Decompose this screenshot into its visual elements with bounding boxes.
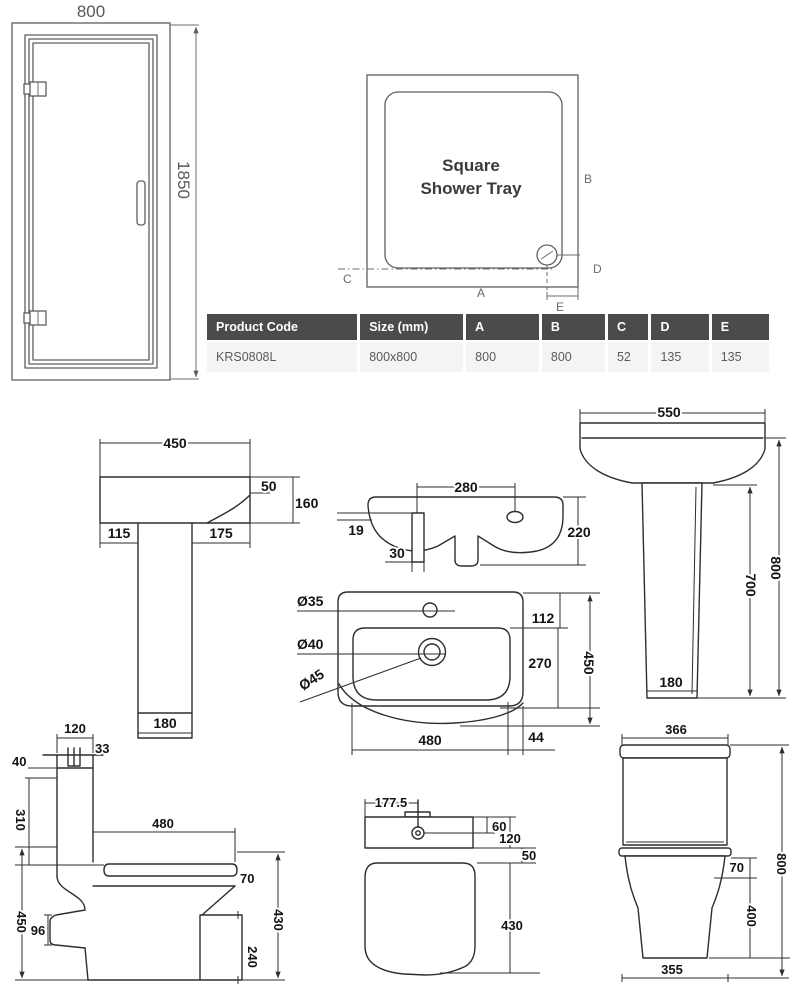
toilet-side-figure xyxy=(12,721,286,984)
cell-product-code: KRS0808L xyxy=(207,342,357,372)
col-d: D xyxy=(651,314,708,340)
dim-label: 180 xyxy=(659,674,683,690)
dim-label: 175 xyxy=(209,525,233,541)
dim-label: 120 xyxy=(499,831,521,846)
dim-label: 44 xyxy=(528,729,544,745)
dim-label: 19 xyxy=(348,522,364,538)
dim-label: 270 xyxy=(528,655,552,671)
dim-label: 70 xyxy=(240,871,255,886)
dim-label: 366 xyxy=(665,722,687,737)
dim-label: 480 xyxy=(418,732,442,748)
cell-c: 52 xyxy=(608,342,649,372)
dim-label: 355 xyxy=(661,962,683,977)
dim-label: 550 xyxy=(657,404,681,420)
tray-title: Square xyxy=(442,156,500,175)
shower-door-figure xyxy=(12,2,199,380)
tray-label-a: A xyxy=(477,286,486,300)
dim-label: 115 xyxy=(107,525,131,541)
dim-label: 430 xyxy=(271,909,286,931)
dim-label: Ø40 xyxy=(297,636,324,652)
tray-title: Shower Tray xyxy=(420,179,522,198)
door-handle xyxy=(137,181,145,225)
dim-label: 180 xyxy=(153,715,177,731)
dim-label: 800 xyxy=(76,2,106,21)
col-b: B xyxy=(542,314,605,340)
dim-label: Ø45 xyxy=(295,665,327,694)
tray-label-e: E xyxy=(556,300,565,314)
half-pedestal-figure xyxy=(365,795,540,975)
cistern-lid xyxy=(620,745,730,758)
dim-label: 240 xyxy=(245,946,260,968)
col-e: E xyxy=(712,314,769,340)
dim-label: 40 xyxy=(12,754,27,769)
shower-tray-figure xyxy=(338,75,602,314)
dim-label: 30 xyxy=(389,545,405,561)
cell-a: 800 xyxy=(466,342,539,372)
table-header-row xyxy=(207,314,769,340)
dim-label: 96 xyxy=(30,923,46,938)
tray-label-c: C xyxy=(343,272,352,286)
cell-b: 800 xyxy=(542,342,605,372)
col-size: Size (mm) xyxy=(360,314,463,340)
dim-label: 450 xyxy=(163,435,187,451)
col-product-code: Product Code xyxy=(207,314,357,340)
cell-size: 800x800 xyxy=(360,342,463,372)
dim-label: 450 xyxy=(581,651,597,675)
dim-label: 430 xyxy=(501,918,523,933)
dim-label: 50 xyxy=(521,848,537,863)
dim-label: 800 xyxy=(768,556,784,580)
basin-side-figure xyxy=(100,435,319,738)
col-a: A xyxy=(466,314,539,340)
dim-label: 70 xyxy=(729,860,744,875)
dim-label: 112 xyxy=(531,610,555,626)
cell-d: 135 xyxy=(651,342,708,372)
tray-label-b: B xyxy=(584,172,593,186)
basin-back-figure xyxy=(337,479,591,572)
dim-label: 50 xyxy=(261,478,277,494)
door-hinge-top xyxy=(24,82,46,96)
toilet-seat xyxy=(619,848,731,856)
dim-label: 220 xyxy=(567,524,591,540)
door-hinge-bottom xyxy=(24,311,46,325)
dim-label: 177.5 xyxy=(374,795,408,810)
dim-label: 60 xyxy=(492,819,507,834)
dim-label: 450 xyxy=(14,911,29,933)
tray-label-d: D xyxy=(593,262,602,276)
pedestal-basin-figure xyxy=(580,404,786,698)
basin-plan-figure xyxy=(296,592,600,755)
cell-e: 135 xyxy=(712,342,769,372)
dim-label: 280 xyxy=(454,479,478,495)
dim-label: 700 xyxy=(743,573,759,597)
dim-label: 480 xyxy=(152,816,174,831)
toilet-front-figure xyxy=(619,722,790,982)
dim-label: 310 xyxy=(13,809,28,831)
col-c: C xyxy=(608,314,649,340)
table-row xyxy=(207,342,769,372)
dim-label: 120 xyxy=(64,721,86,736)
dim-label: 33 xyxy=(95,741,110,756)
dim-label: 160 xyxy=(295,495,319,511)
fixing-lug xyxy=(412,513,424,562)
dim-label: 800 xyxy=(774,853,789,875)
product-spec-table xyxy=(204,312,772,374)
dim-label: 400 xyxy=(744,905,759,927)
dim-label: Ø35 xyxy=(297,593,324,609)
dim-label: 1850 xyxy=(174,161,193,199)
cistern-tank xyxy=(623,758,727,845)
